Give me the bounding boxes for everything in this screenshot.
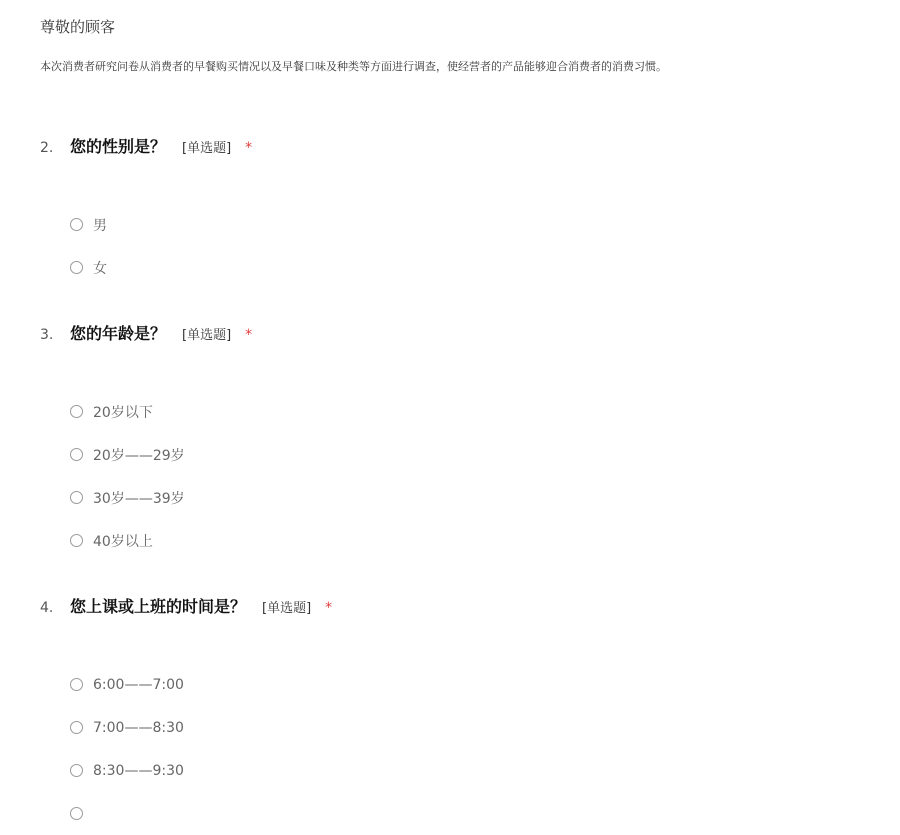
question-age (40, 321, 860, 562)
radio-button[interactable] (70, 764, 83, 777)
survey-intro: 本次消费者研究问卷从消费者的早餐购买情况以及早餐口味及种类等方面进行调查，使经营者的产品能够迎合消费者的消费习惯。 (40, 60, 667, 73)
radio-button[interactable] (70, 807, 83, 820)
radio-button[interactable] (70, 678, 83, 691)
option-label: 6:00——7:00 (93, 676, 184, 693)
question-title: 您的年龄是？ (70, 324, 167, 343)
option-label: 8:30——9:30 (93, 762, 184, 779)
question-schedule (40, 594, 860, 835)
option-time-7-830[interactable] (70, 706, 860, 749)
question-number: 4. (40, 600, 54, 616)
option-label: 30岁——39岁 (93, 490, 185, 507)
option-age-over-40[interactable] (70, 519, 860, 562)
question-type: [单选题] (182, 328, 232, 343)
option-label: 男 (93, 217, 107, 234)
radio-button[interactable] (70, 491, 83, 504)
option-time-next[interactable] (70, 792, 860, 835)
radio-button[interactable] (70, 534, 83, 547)
option-label: 7:00——8:30 (93, 719, 184, 736)
option-age-30-39[interactable] (70, 476, 860, 519)
radio-button[interactable] (70, 405, 83, 418)
option-age-under-20[interactable] (70, 390, 860, 433)
question-title: 您上课或上班的时间是？ (70, 597, 247, 616)
radio-button[interactable] (70, 448, 83, 461)
option-time-830-930[interactable] (70, 749, 860, 792)
radio-button[interactable] (70, 261, 83, 274)
question-gender (40, 134, 860, 289)
required-mark: * (325, 600, 333, 616)
question-type: [单选题] (262, 601, 312, 616)
required-mark: * (245, 140, 253, 156)
question-title: 您的性别是？ (70, 137, 167, 156)
option-label: 20岁以下 (93, 404, 153, 421)
radio-button[interactable] (70, 721, 83, 734)
question-number: 2. (40, 140, 54, 156)
question-type: [单选题] (182, 141, 232, 156)
option-label: 20岁——29岁 (93, 447, 185, 464)
option-female[interactable] (70, 246, 860, 289)
required-mark: * (245, 327, 253, 343)
radio-button[interactable] (70, 218, 83, 231)
question-number: 3. (40, 327, 54, 343)
option-label: 40岁以上 (93, 533, 153, 550)
option-male[interactable] (70, 203, 860, 246)
option-time-6-7[interactable] (70, 663, 860, 706)
option-age-20-29[interactable] (70, 433, 860, 476)
option-label: 女 (93, 260, 107, 277)
greeting-heading: 尊敬的顾客 (40, 18, 116, 36)
